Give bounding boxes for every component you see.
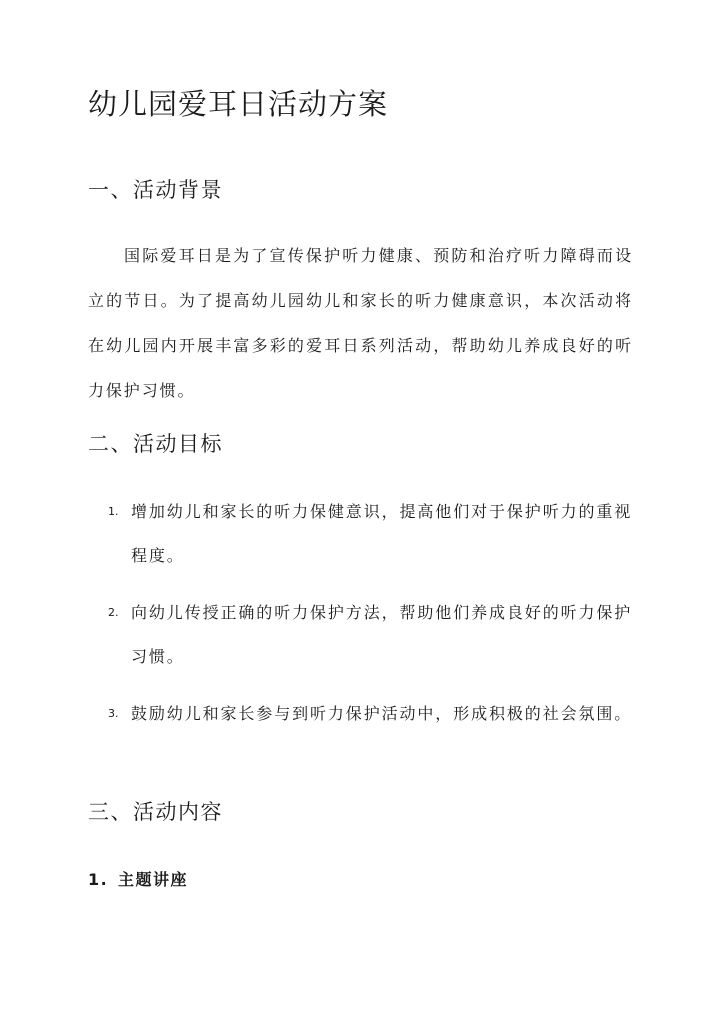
section-heading-content: 三、活动内容 (88, 800, 223, 824)
section-heading-background: 一、活动背景 (88, 178, 223, 202)
list-item-text: 增加幼儿和家长的听力保健意识，提高他们对于保护听力的重视程度。 (131, 502, 633, 565)
section-heading-goals: 二、活动目标 (88, 432, 223, 456)
background-paragraph: 国际爱耳日是为了宣传保护听力健康、预防和治疗听力障碍而设立的节日。为了提高幼儿园幼儿和家长的听力健康意识，本次活动将在幼儿园内开展丰富多彩的爱耳日系列活动，帮助幼儿养成良好的听力保护习惯。 (88, 246, 633, 400)
subsection-title: 主题讲座 (118, 870, 189, 889)
list-item (88, 490, 633, 578)
list-item-text: 向幼儿传授正确的听力保护方法，帮助他们养成良好的听力保护习惯。 (131, 603, 633, 666)
document-title: 幼儿园爱耳日活动方案 (88, 87, 389, 121)
list-item (88, 591, 633, 679)
list-item-number: 3. (108, 707, 119, 720)
subsection-heading (88, 866, 188, 894)
list-item-number: 1. (108, 505, 119, 518)
list-item (88, 692, 633, 736)
goals-list (88, 490, 633, 749)
subsection-number: 1. (88, 870, 109, 889)
list-item-number: 2. (108, 606, 119, 619)
list-item-text: 鼓励幼儿和家长参与到听力保护活动中，形成积极的社会氛围。 (131, 704, 633, 723)
